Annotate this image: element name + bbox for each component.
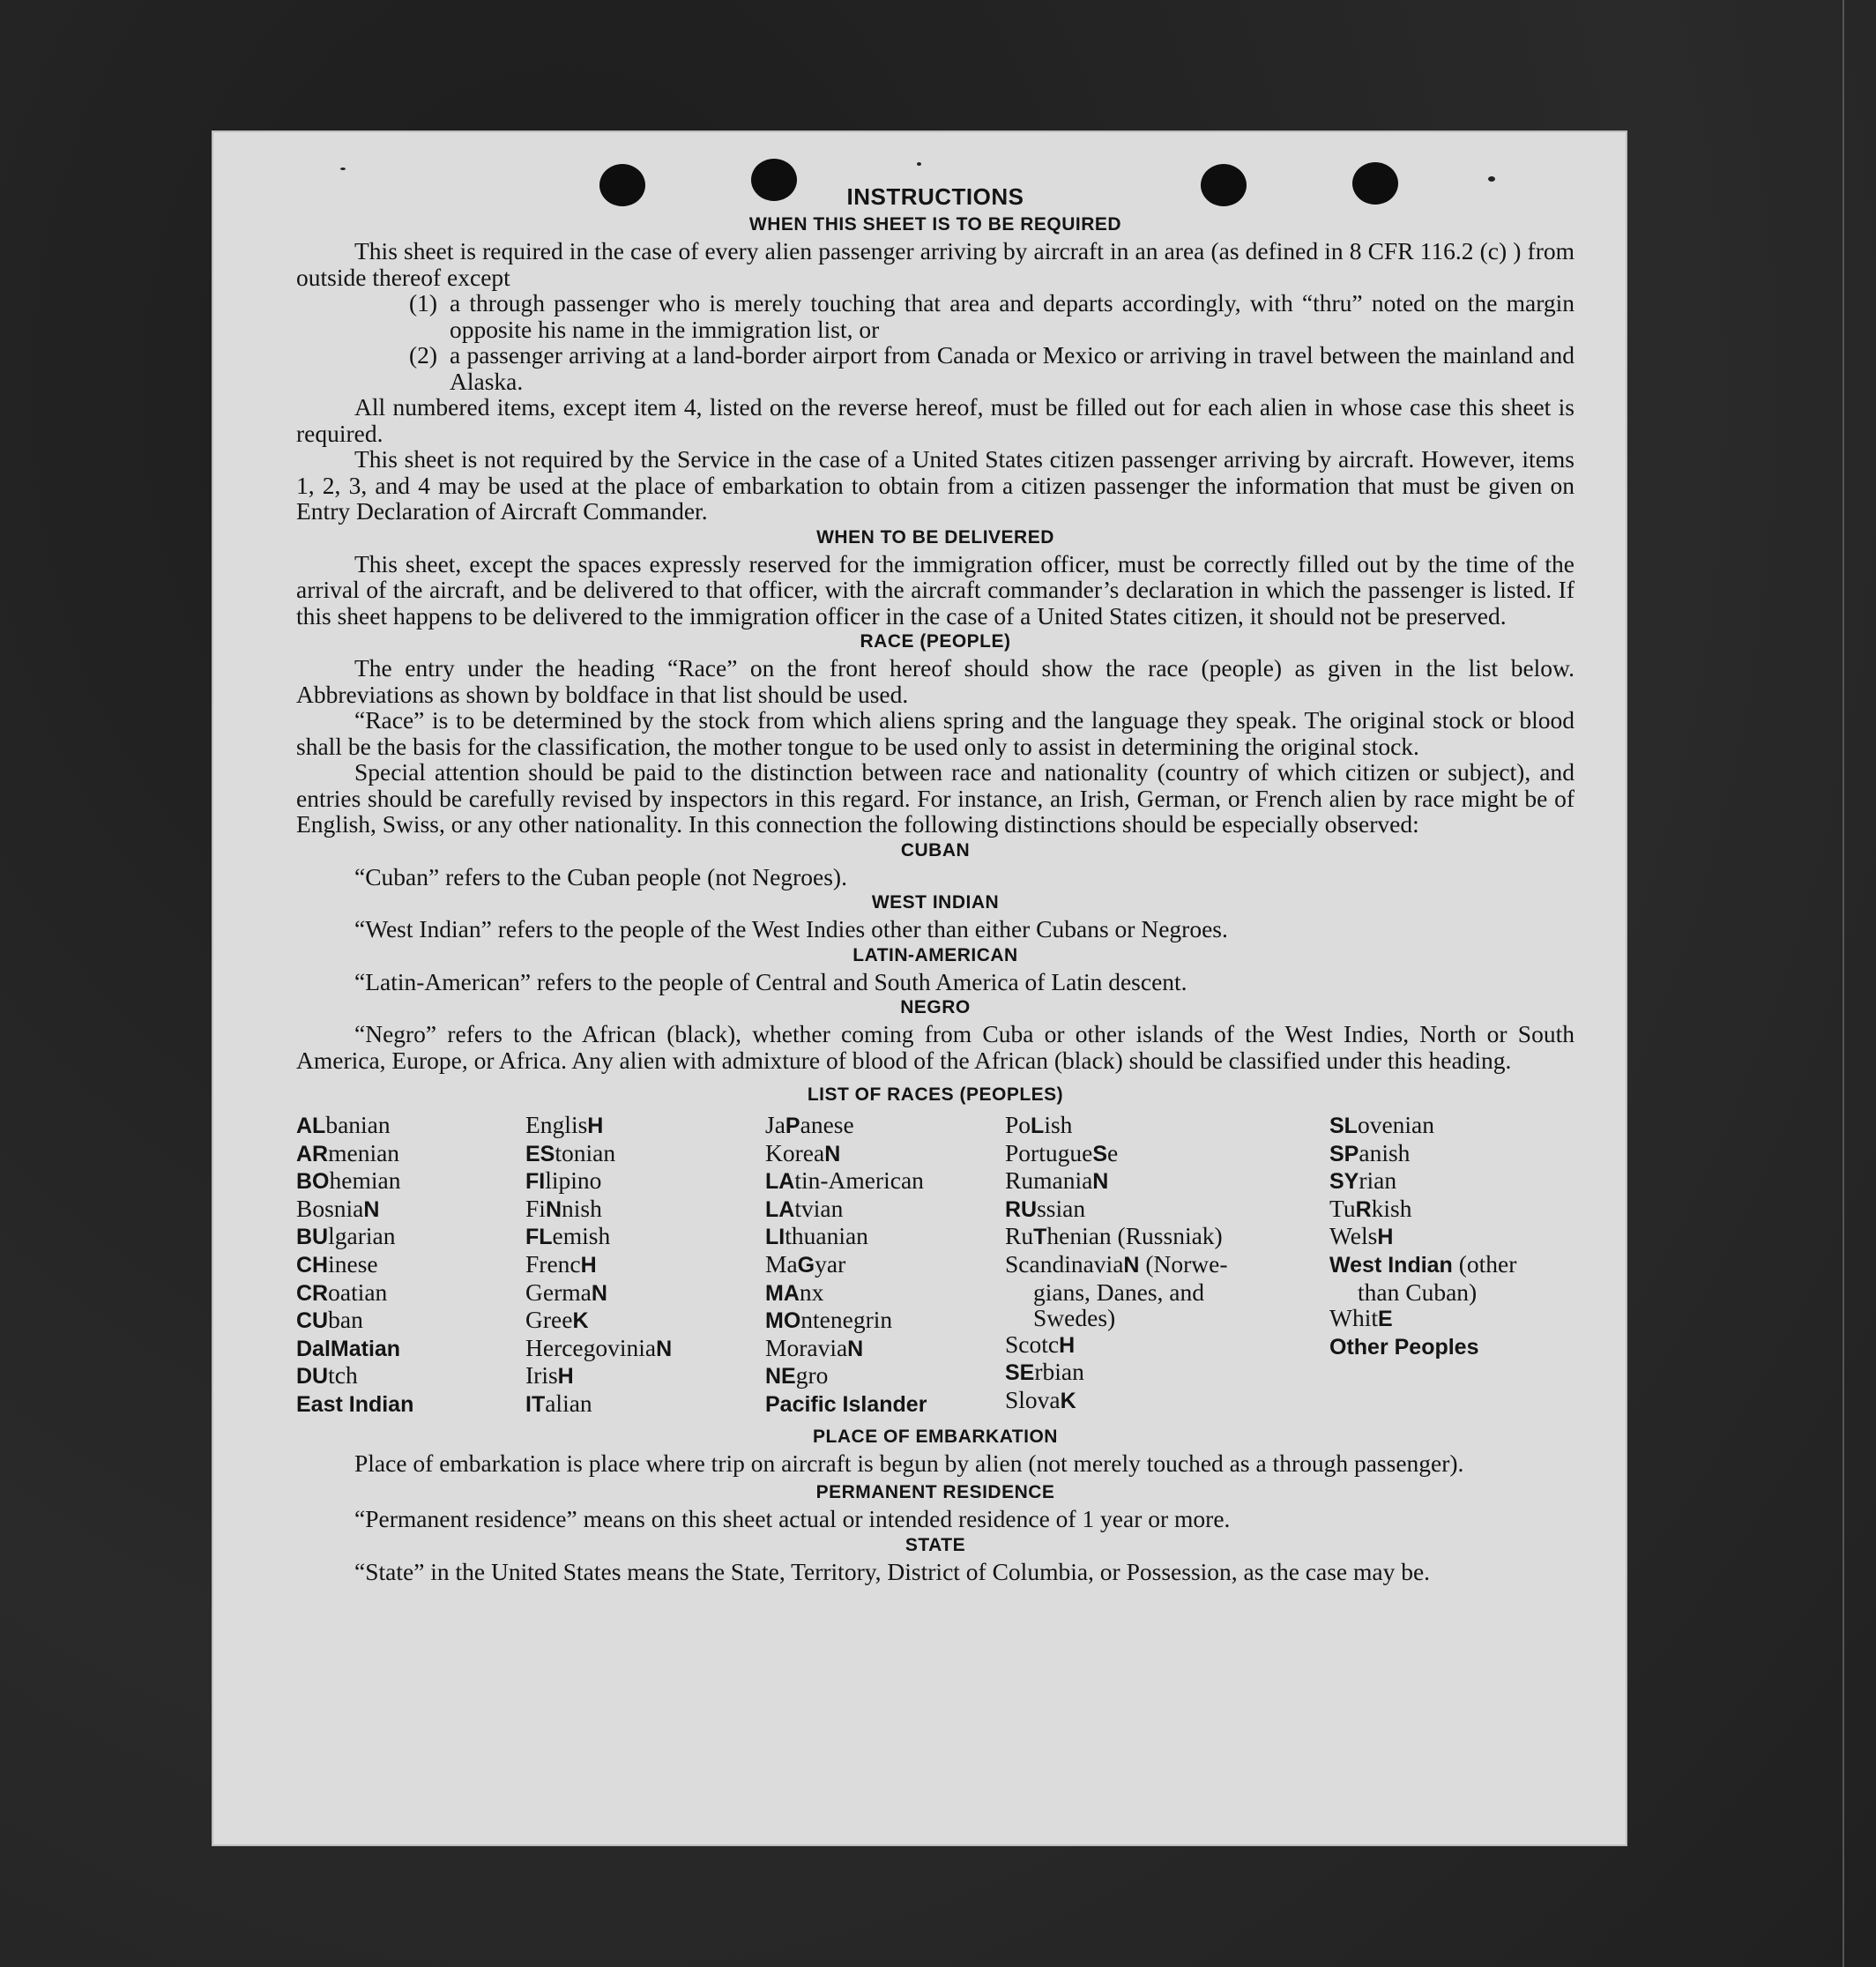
- race-text: Portugue: [1005, 1138, 1093, 1166]
- item-number: (1): [409, 289, 438, 317]
- race-entry: [1329, 1251, 1574, 1279]
- race-abbrev: SP: [1329, 1141, 1359, 1166]
- race-text: tch: [328, 1361, 358, 1390]
- race-abbrev: H: [557, 1364, 574, 1390]
- race-abbrev: CH: [296, 1252, 329, 1278]
- paragraph: This sheet is not required by the Service in the case of a United States citizen passenger arriving by aircraft. However, items 1, 2, 3, and 4 may be used at the place of embarkation to obtain from a citizen passenger the information that must be given on Entry Declaration of Aircraft Commander.: [296, 445, 1574, 525]
- race-abbrev: IT: [525, 1391, 546, 1417]
- race-entry: [1329, 1140, 1574, 1168]
- race-text: Wels: [1329, 1222, 1378, 1250]
- race-entry: [765, 1140, 1005, 1168]
- race-abbrev: N: [591, 1280, 607, 1306]
- race-text: gro: [795, 1361, 829, 1390]
- race-entry: [765, 1223, 1005, 1251]
- race-column: [1329, 1112, 1574, 1419]
- race-text: Tu: [1329, 1194, 1356, 1222]
- race-text: inese: [328, 1249, 378, 1278]
- race-text: Ru: [1005, 1222, 1034, 1250]
- race-entry: [525, 1223, 765, 1251]
- race-abbrev: BU: [296, 1225, 329, 1250]
- race-text: Po: [1005, 1111, 1031, 1138]
- race-abbrev: SL: [1329, 1114, 1358, 1138]
- race-entry: [1005, 1305, 1329, 1331]
- race-abbrev: E: [1378, 1307, 1393, 1332]
- race-entry: [765, 1112, 1005, 1140]
- race-entry: [525, 1140, 765, 1168]
- race-entry: [1005, 1140, 1329, 1168]
- race-entry: [525, 1279, 765, 1308]
- race-abbrev: MA: [765, 1280, 800, 1306]
- item-text: a passenger arriving at a land-border airport from Canada or Mexico or arriving in travel between the mainland and Alaska.: [450, 341, 1574, 395]
- section-heading: WHEN THIS SHEET IS TO BE REQUIRED: [748, 214, 1122, 235]
- race-abbrev: H: [1059, 1332, 1076, 1358]
- race-abbrev: N: [1092, 1169, 1109, 1195]
- race-abbrev: FI: [525, 1169, 546, 1195]
- race-text: e: [1107, 1138, 1119, 1166]
- race-abbrev: N: [656, 1336, 673, 1361]
- race-text: Ma: [765, 1249, 798, 1278]
- race-entry: [525, 1362, 765, 1390]
- race-entry: [1329, 1333, 1574, 1361]
- race-text: ovenian: [1357, 1111, 1435, 1138]
- race-text: Rumania: [1005, 1166, 1093, 1195]
- race-text: (other: [1452, 1249, 1517, 1278]
- race-text: Gree: [525, 1306, 573, 1334]
- section-heading: PLACE OF EMBARKATION: [813, 1426, 1058, 1447]
- race-column: [525, 1112, 765, 1419]
- race-text: Moravia: [765, 1333, 848, 1361]
- race-text: tvian: [794, 1194, 844, 1222]
- race-entry: [765, 1307, 1005, 1335]
- race-entry: [525, 1112, 765, 1140]
- race-abbrev: SY: [1329, 1169, 1359, 1195]
- race-entry: [765, 1362, 1005, 1390]
- race-entry: [525, 1167, 765, 1196]
- race-entry: [1329, 1167, 1574, 1196]
- race-text: anese: [800, 1111, 854, 1138]
- race-entry: [296, 1390, 525, 1419]
- paragraph: All numbered items, except item 4, listed on the reverse hereof, must be filled out for each alien in whose case this sheet is required.: [296, 393, 1574, 447]
- race-entry: [765, 1167, 1005, 1196]
- race-text: Slova: [1005, 1385, 1061, 1413]
- race-entry: [296, 1335, 525, 1363]
- race-abbrev: AL: [296, 1114, 326, 1138]
- race-abbrev: N: [824, 1141, 841, 1166]
- race-entry: [1005, 1359, 1329, 1387]
- race-text: rian: [1359, 1166, 1397, 1195]
- section-heading: PERMANENT RESIDENCE: [815, 1482, 1055, 1503]
- race-abbrev: MO: [765, 1308, 801, 1334]
- section-heading: CUBAN: [900, 839, 971, 861]
- paragraph: Place of embarkation is place where trip on aircraft is begun by alien (not merely touched as a through passenger).: [354, 1449, 1464, 1477]
- race-abbrev: N: [847, 1336, 864, 1361]
- race-entry: [1005, 1387, 1329, 1415]
- race-entry: [765, 1251, 1005, 1279]
- race-abbrev: RU: [1005, 1196, 1038, 1222]
- race-text: Frenc: [525, 1249, 581, 1278]
- race-column: [1005, 1112, 1329, 1419]
- race-abbrev: LI: [765, 1225, 785, 1250]
- race-entry: [296, 1251, 525, 1279]
- race-text: Hercegovinia: [525, 1333, 657, 1361]
- race-entry: [1005, 1112, 1329, 1140]
- race-abbrev: CU: [296, 1308, 329, 1334]
- section-heading: WHEN TO BE DELIVERED: [816, 526, 1054, 548]
- race-abbrev: H: [580, 1252, 597, 1278]
- race-entry: [296, 1279, 525, 1308]
- race-text: oatian: [328, 1278, 388, 1306]
- item-text: a through passenger who is merely touching that area and departs accordingly, with “thru” noted on the margin opposite his name in the immigration list, or: [450, 289, 1574, 343]
- race-entry: [525, 1335, 765, 1363]
- paragraph: Special attention should be paid to the distinction between race and nationality (country of which citizen or subject), and entries should be carefully revised by inspectors in this regard. For instance, an Irish, German, or French alien by race might be of English, Swiss, or any other nationality. In this connection the following distinctions should be especially observed:: [296, 758, 1574, 838]
- race-entry: [296, 1140, 525, 1168]
- race-abbrev: ES: [525, 1141, 555, 1166]
- section-heading: NEGRO: [900, 997, 971, 1017]
- list-item: [409, 290, 1574, 342]
- race-abbrev: NE: [765, 1364, 796, 1390]
- race-abbrev: K: [572, 1308, 589, 1334]
- race-text: banian: [325, 1111, 391, 1138]
- race-entry: [296, 1167, 525, 1196]
- race-entry: [765, 1279, 1005, 1308]
- race-text: lgarian: [328, 1222, 396, 1250]
- race-entry: [1005, 1331, 1329, 1360]
- paragraph: This sheet is required in the case of every alien passenger arriving by aircraft in an area (as defined in 8 CFR 116.2 (c) ) from outside thereof except: [296, 237, 1574, 291]
- race-text: (Norwe-: [1139, 1249, 1228, 1278]
- race-text: thuanian: [785, 1222, 868, 1250]
- section-heading: LIST OF RACES (PEOPLES): [807, 1084, 1064, 1105]
- race-abbrev: N: [1123, 1252, 1140, 1278]
- paragraph: “State” in the United States means the State, Territory, District of Columbia, or Possession, as the case may be.: [354, 1557, 1431, 1585]
- race-column: [296, 1112, 525, 1419]
- race-entry: [296, 1112, 525, 1140]
- race-text: Scotc: [1005, 1330, 1060, 1358]
- section-heading: STATE: [904, 1534, 966, 1555]
- race-text: anish: [1359, 1138, 1411, 1166]
- race-text: alian: [545, 1389, 592, 1417]
- scan-edge-line: [1842, 0, 1844, 1967]
- race-entry: [1329, 1196, 1574, 1224]
- page-title: INSTRUCTIONS: [846, 183, 1024, 210]
- race-abbrev: H: [587, 1114, 604, 1138]
- race-text: ssian: [1037, 1194, 1086, 1222]
- race-abbrev: LA: [765, 1169, 795, 1195]
- race-entry: [525, 1251, 765, 1279]
- race-text: ban: [328, 1306, 363, 1334]
- race-entry: [765, 1390, 1005, 1419]
- race-abbrev: BO: [296, 1169, 330, 1195]
- definition: “Latin-American” refers to the people of Central and South America of Latin descent.: [354, 967, 1187, 995]
- race-text: tonian: [555, 1138, 616, 1166]
- instructions-content: [296, 182, 1574, 1584]
- race-text: nish: [562, 1194, 602, 1222]
- race-text: than Cuban): [1358, 1278, 1478, 1306]
- race-text: emish: [552, 1222, 611, 1250]
- race-abbrev: SE: [1005, 1360, 1035, 1386]
- race-text: Fi: [525, 1194, 546, 1222]
- section-heading: WEST INDIAN: [871, 892, 1000, 913]
- race-text: tin-American: [794, 1166, 924, 1195]
- race-abbrev: DU: [296, 1364, 329, 1390]
- race-text: Bosnia: [296, 1194, 364, 1222]
- race-entry: [1005, 1279, 1329, 1306]
- race-entry: [765, 1196, 1005, 1224]
- race-abbrev: R: [1355, 1196, 1372, 1222]
- paragraph: The entry under the heading “Race” on the front hereof should show the race (people) as given in the list below. Abbreviations as shown by boldface in that list should be used.: [296, 654, 1574, 708]
- race-entry: [296, 1307, 525, 1335]
- race-entry: [765, 1335, 1005, 1363]
- race-abbrev: L: [1031, 1114, 1045, 1138]
- race-entry: [1005, 1251, 1329, 1279]
- item-number: (2): [409, 341, 438, 369]
- speck: [340, 168, 346, 170]
- race-entry: [296, 1223, 525, 1251]
- race-abbrev: Pacific Islander: [765, 1391, 927, 1417]
- race-entry: [525, 1196, 765, 1224]
- list-item: [409, 342, 1574, 394]
- race-abbrev: DalMatian: [296, 1336, 401, 1361]
- race-entry: [1329, 1305, 1574, 1333]
- race-entry: [1329, 1279, 1574, 1306]
- race-abbrev: LA: [765, 1196, 795, 1222]
- race-text: Scandinavia: [1005, 1249, 1124, 1278]
- race-entry: [1005, 1196, 1329, 1224]
- definition: “Permanent residence” means on this sheet actual or intended residence of 1 year or more.: [354, 1505, 1231, 1533]
- race-entry: [296, 1196, 525, 1224]
- race-text: Iris: [525, 1361, 558, 1390]
- race-text: Ja: [765, 1111, 785, 1138]
- paragraph: “Negro” refers to the African (black), whether coming from Cuba or other islands of the West Indies, North or South America, Europe, or Africa. Any alien with admixture of blood of the African (black) should be classified under this heading.: [296, 1020, 1574, 1074]
- race-entry: [525, 1307, 765, 1335]
- race-entry: [1005, 1167, 1329, 1196]
- race-abbrev: N: [363, 1196, 380, 1222]
- race-entry: [1005, 1223, 1329, 1251]
- race-text: rbian: [1034, 1358, 1084, 1386]
- race-text: Korea: [765, 1138, 825, 1166]
- instruction-sheet: [212, 130, 1627, 1846]
- race-abbrev: N: [545, 1196, 562, 1222]
- race-text: gians, Danes, and: [1033, 1278, 1204, 1306]
- race-abbrev: P: [785, 1114, 800, 1138]
- race-text: Whit: [1329, 1304, 1378, 1332]
- race-abbrev: T: [1033, 1225, 1047, 1250]
- paragraph: “Race” is to be determined by the stock from which aliens spring and the language they speak. The original stock or blood shall be the basis for the classification, the mother tongue to be used only to assist in determining the original stock.: [296, 706, 1574, 760]
- section-heading: RACE (PEOPLE): [860, 631, 1011, 652]
- paragraph: This sheet, except the spaces expressly reserved for the immigration officer, must be correctly filled out by the time of the arrival of the aircraft, and be delivered to that officer, with the aircraft commander’s declaration in which the passenger is listed. If this sheet happens to be delivered to the immigration officer in the case of a United States citizen, it should not be preserved.: [296, 549, 1574, 630]
- race-text: ish: [1044, 1111, 1073, 1138]
- race-abbrev: East Indian: [296, 1391, 414, 1417]
- race-text: lipino: [545, 1166, 602, 1195]
- race-abbrev: G: [797, 1252, 815, 1278]
- race-text: yar: [815, 1249, 846, 1278]
- race-text: ntenegrin: [800, 1306, 893, 1334]
- section-heading: LATIN-AMERICAN: [852, 944, 1018, 965]
- definition: “West Indian” refers to the people of the West Indies other than either Cubans or Negroes.: [354, 915, 1228, 943]
- race-text: henian (Russniak): [1046, 1222, 1223, 1250]
- race-text: Englis: [525, 1111, 588, 1138]
- race-abbrev: FL: [525, 1225, 553, 1250]
- race-text: Germa: [525, 1278, 592, 1306]
- race-text: nx: [799, 1278, 824, 1306]
- speck: [917, 162, 921, 166]
- race-abbrev: Other Peoples: [1329, 1334, 1479, 1360]
- race-column: [765, 1112, 1005, 1419]
- race-abbrev: CR: [296, 1280, 329, 1306]
- race-text: menian: [328, 1138, 400, 1166]
- race-abbrev: West Indian: [1329, 1252, 1453, 1278]
- race-text: kish: [1371, 1194, 1412, 1222]
- race-text: Swedes): [1033, 1304, 1116, 1332]
- definition: “Cuban” refers to the Cuban people (not Negroes).: [354, 862, 847, 890]
- race-entry: [1329, 1223, 1574, 1251]
- race-entry: [296, 1362, 525, 1390]
- race-abbrev: K: [1060, 1388, 1076, 1413]
- race-entry: [1329, 1112, 1574, 1140]
- race-abbrev: AR: [296, 1141, 329, 1166]
- race-entry: [525, 1390, 765, 1419]
- race-abbrev: H: [1377, 1225, 1394, 1250]
- race-abbrev: S: [1092, 1141, 1107, 1166]
- race-list: [296, 1112, 1574, 1419]
- race-text: hemian: [329, 1166, 401, 1195]
